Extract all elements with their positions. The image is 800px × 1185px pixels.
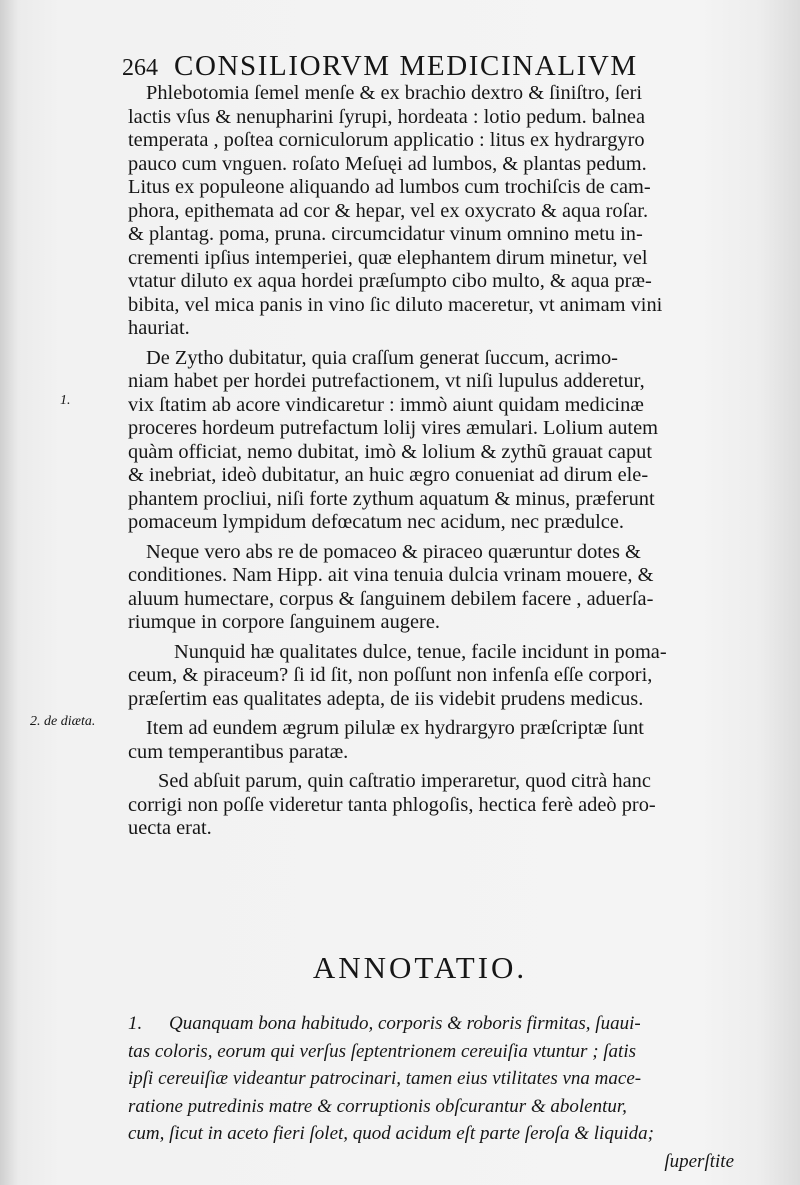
text-line: phantem procliui, niſi forte zythum aquatum & minus, præferunt (128, 487, 655, 510)
text-line: corrigi non poſſe videretur tanta phlogoſis, hectica ferè adeò pro- (128, 793, 656, 816)
annotation-line-text: Quanquam bona habitudo, corporis & roboris firmitas, ſuaui- (169, 1013, 641, 1034)
running-title: CONSILIORVM MEDICINALIVM (174, 50, 638, 82)
text-line: Phlebotomia ſemel menſe & ex brachio dextro & ſiniſtro, ſeri (146, 82, 643, 104)
body-text (128, 82, 734, 841)
text-line: crementi ipſius intemperiei, quæ elephantem dirum minetur, vel (128, 246, 648, 269)
annotation-line: cum, ſicut in aceto fieri ſolet, quod acidum eſt parte ſeroſa & liquida; (128, 1123, 654, 1144)
text-line: Nunquid hæ qualitates dulce, tenue, facile incidunt in poma- (174, 640, 667, 663)
text-line: Sed abſuit parum, quin caſtratio imperaretur, quod citrà hanc (158, 770, 651, 792)
text-line: lactis vſus & nenupharini ſyrupi, hordeata : lotio pedum. balnea (128, 105, 646, 128)
text-line: uecta erat. (128, 817, 212, 839)
text-line: pauco cum vnguen. roſato Meſuęi ad lumbos, & plantas pedum. (128, 152, 647, 175)
text-line: conditiones. Nam Hipp. ait vina tenuia dulcia vrinam mouere, & (128, 564, 654, 586)
text-line: De Zytho dubitatur, quia craſſum generat ſuccum, acrimo- (146, 346, 618, 369)
text-line: pomaceum lympidum defœcatum nec acidum, nec prædulce. (128, 511, 625, 533)
annotation-marker: 1. (128, 1013, 143, 1034)
text-line: Item ad eundem ægrum pilulæ ex hydrargyro præſcriptæ ſunt (146, 717, 644, 739)
text-line: præſertim eas qualitates adepta, de iis videbit prudens medicus. (128, 687, 644, 710)
text-line: ceum, & piraceum? ſi id ſit, non poſſunt non infenſa eſſe corpori, (128, 664, 653, 686)
annotation-text (128, 1010, 734, 1175)
annotation-line: tas coloris, eorum qui verſus ſeptentrionem cereuiſia vtuntur ; ſatis (128, 1040, 637, 1062)
text-line: vix ſtatim ab acore vindicaretur : immò aiunt quidam medicinæ (128, 393, 644, 416)
text-line: proceres hordeum putrefactum lolij vires æmulari. Lolium autem (128, 417, 659, 439)
text-line: & inebriat, ideò dubitatur, an huic ægro conueniat ad dirum ele- (128, 464, 649, 486)
page-number: 264 (122, 55, 158, 81)
text-line: aluum humectare, corpus & ſanguinem debilem facere , aduerſa- (128, 587, 654, 610)
annotation-line (128, 1010, 734, 1038)
text-line: vtatur diluto ex aqua hordei præſumpto cibo multo, & aqua præ- (128, 270, 652, 292)
text-line: cum temperantibus paratæ. (128, 740, 349, 763)
margin-note-2: 2. de diæta. (30, 714, 96, 729)
annotation-line: ipſi cereuiſiæ videantur patrocinari, tamen eius vtilitates vna mace- (128, 1068, 642, 1089)
text-line: riumque in corpore ſanguinem augere. (128, 611, 440, 633)
text-line: temperata , poſtea corniculorum applicatio : litus ex hydrargyro (128, 129, 645, 151)
text-line: hauriat. (128, 317, 190, 339)
annotation-catchword: ſuperſtite (664, 1150, 734, 1172)
annotation-line: ratione putredinis matre & corruptionis obſcurantur & abolentur, (128, 1095, 627, 1117)
text-line: Litus ex populeone aliquando ad lumbos cum trochiſcis de cam- (128, 176, 651, 198)
text-line: bibita, vel mica panis in vino ſic diluto maceretur, vt animam vini (128, 293, 663, 316)
annotation-heading: ANNOTATIO. (312, 950, 528, 985)
page-header (122, 50, 692, 83)
text-line: Neque vero abs re de pomaceo & piraceo quæruntur dotes & (146, 540, 641, 563)
text-line: phora, epithemata ad cor & hepar, vel ex oxycrato & aqua roſar. (128, 199, 649, 222)
text-line: quàm officiat, nemo dubitat, imò & lolium & zythũ grauat caput (128, 440, 653, 463)
margin-note-1: 1. (60, 393, 71, 408)
text-line: niam habet per hordei putrefactionem, vt niſi lupulus adderetur, (128, 370, 645, 392)
text-line: & plantag. poma, pruna. circumcidatur vinum omnino metu in- (128, 223, 643, 245)
